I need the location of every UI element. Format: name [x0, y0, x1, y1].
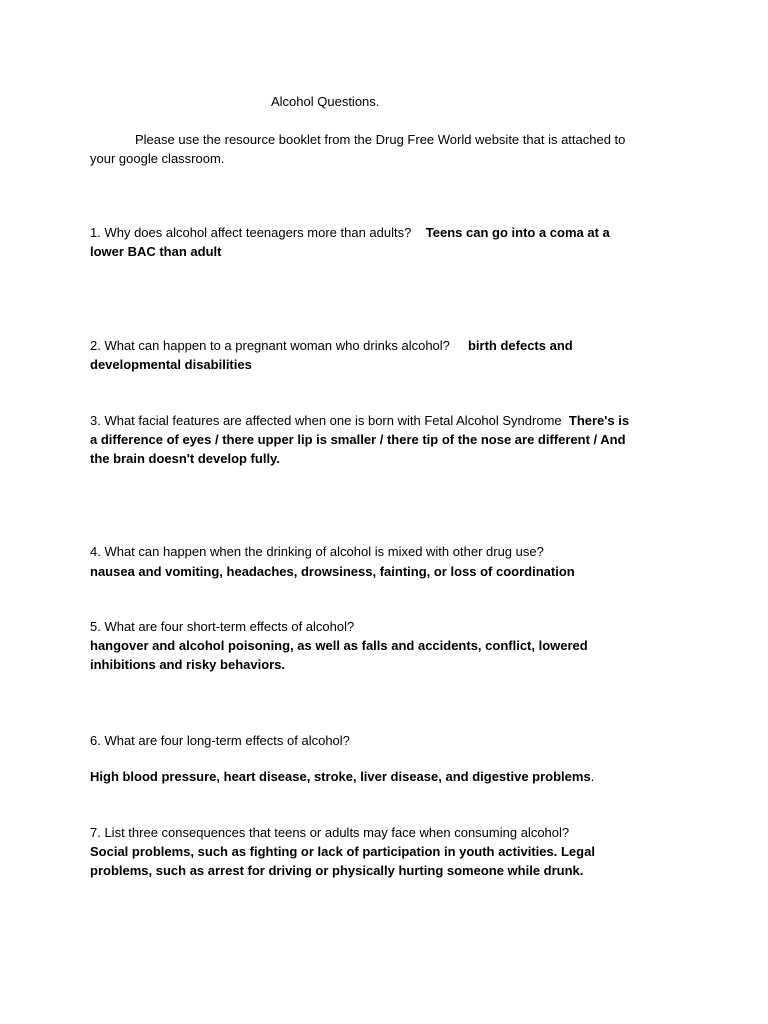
- intro-line-2: your google classroom.: [90, 151, 225, 166]
- answer-4-line-1: nausea and vomiting, headaches, drowsiness, fainting, or loss of coordination: [90, 564, 575, 579]
- answer-6-trailing: .: [590, 769, 595, 784]
- answer-5-line-1: hangover and alcohol poisoning, as well as falls and accidents, conflict, lowered: [90, 638, 588, 653]
- answer-3-line-3: the brain doesn't develop fully.: [90, 451, 280, 466]
- answer-5-line-2: inhibitions and risky behaviors.: [90, 657, 286, 672]
- intro-line-1: Please use the resource booklet from the Drug Free World website that is attached to: [135, 132, 626, 147]
- answer-2-line-2: developmental disabilities: [90, 357, 252, 372]
- answer-6: [90, 767, 680, 786]
- answer-7-line-2: problems, such as arrest for driving or physically hurting someone while drunk.: [90, 863, 584, 878]
- answer-3-line-1: There's is: [568, 413, 630, 428]
- answer-7-line-1: Social problems, such as fighting or lack of participation in youth activities. Legal: [90, 844, 595, 859]
- question-1: [90, 223, 680, 242]
- question-1-text: 1. Why does alcohol affect teenagers more than adults?: [90, 225, 412, 240]
- question-6: 6. What are four long-term effects of alcohol?: [90, 733, 350, 748]
- question-5: 5. What are four short-term effects of alcohol?: [90, 619, 355, 634]
- question-2-text: 2. What can happen to a pregnant woman who drinks alcohol?: [90, 338, 450, 353]
- question-3-text: 3. What facial features are affected when one is born with Fetal Alcohol Syndrome: [90, 413, 562, 428]
- document-title: Alcohol Questions.: [271, 94, 380, 109]
- question-3: [90, 411, 680, 430]
- answer-3-line-2: a difference of eyes / there upper lip is smaller / there tip of the nose are different / And: [90, 432, 626, 447]
- answer-1-line-2: lower BAC than adult: [90, 244, 222, 259]
- question-4: 4. What can happen when the drinking of alcohol is mixed with other drug use?: [90, 544, 544, 559]
- question-7: 7. List three consequences that teens or adults may face when consuming alcohol?: [90, 825, 570, 840]
- answer-2-line-1: birth defects and: [467, 338, 573, 353]
- answer-6-line-1: High blood pressure, heart disease, stroke, liver disease, and digestive problems: [90, 769, 591, 784]
- answer-1-line-1: Teens can go into a coma at a: [425, 225, 610, 240]
- question-2: [90, 336, 680, 355]
